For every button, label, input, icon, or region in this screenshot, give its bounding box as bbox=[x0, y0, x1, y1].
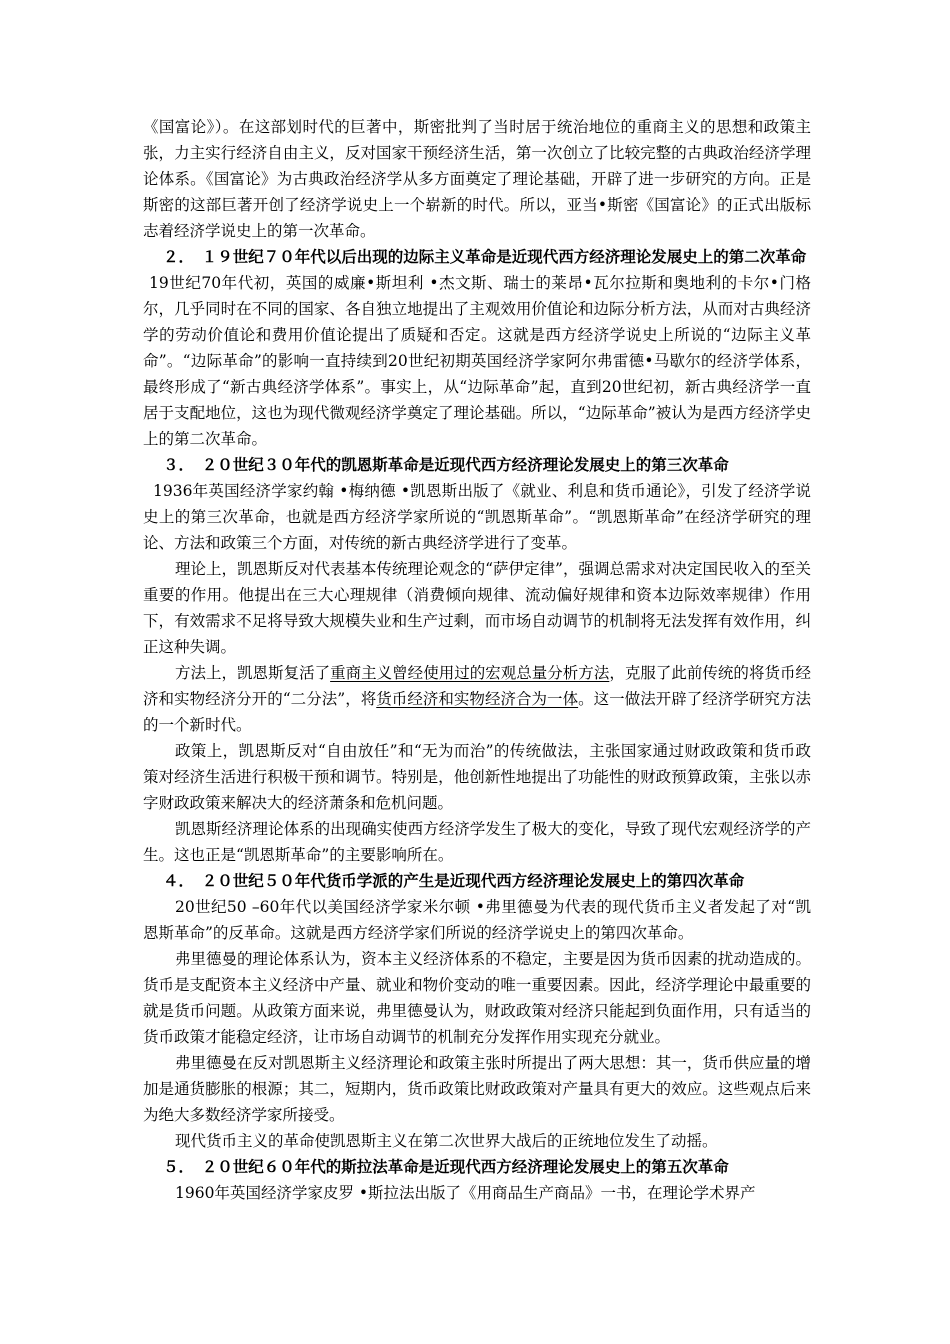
intro-paragraph: 《国富论》）。在这部划时代的巨著中，斯密批判了当时居于统治地位的重商主义的思想和政策主张，力主实行经济自由主义，反对国家干预经济生活，第一次创立了比较完整的古典政治经济学理论体系。《国富论》为古典政治经济学从多方面奠定了理论基础，开辟了进一步研究的方向。正是斯密的这部巨著开创了经济学说史上一个崭新的时代。所以，亚当•斯密《国富论》的正式出版标志着经济学说史上的第一次革命。 bbox=[143, 118, 811, 240]
underlined-phrase-monetary-real: 货币经济和实物经济合为一体 bbox=[376, 690, 579, 708]
section-3-paragraph-3 bbox=[143, 660, 811, 738]
section-5-paragraph-1: 1960年英国经济学家皮罗 •斯拉法出版了《用商品生产商品》一书，在理论学术界产 bbox=[175, 1184, 756, 1202]
section-4-paragraph-2: 弗里德曼的理论体系认为，资本主义经济体系的不稳定，主要是因为货币因素的扰动造成的。货币是支配资本主义经济中产量、就业和物价变动的唯一重要因素。因此，经济学理论中最重要的就是货币问题。从政策方面来说，弗里德曼认为，财政政策对经济只能起到负面作用，只有适当的货币政策才能稳定经济，让市场自动调节的机制充分发挥作用实现充分就业。 bbox=[143, 950, 811, 1046]
section-4-heading: ４． ２０世纪５０年代货币学派的产生是近现代西方经济理论发展史上的第四次革命 bbox=[163, 871, 745, 890]
text-run: 。这一做法开辟了经济学研究方法的一个新时代。 bbox=[143, 690, 811, 734]
section-3-paragraph-5: 凯恩斯经济理论体系的出现确实使西方经济学发生了极大的变化，导致了现代宏观经济学的产生。这也正是“凯恩斯革命”的主要影响所在。 bbox=[143, 820, 811, 864]
section-3-paragraph-4: 政策上，凯恩斯反对“自由放任”和“无为而治”的传统做法，主张国家通过财政政策和货币政策对经济生活进行积极干预和调节。特别是，他创新性地提出了功能性的财政预算政策，主张以赤字财政政策来解决大的经济萧条和危机问题。 bbox=[143, 742, 811, 812]
section-3-paragraph-1: 1936年英国经济学家约翰 •梅纳德 •凯恩斯出版了《就业、利息和货币通论》，引发了经济学说史上的第三次革命，也就是西方经济学家所说的“凯恩斯革命”。“凯恩斯革命”在经济学研究的理论、方法和政策三个方面，对传统的新古典经济学进行了变革。 bbox=[143, 482, 811, 552]
section-4-paragraph-3: 弗里德曼在反对凯恩斯主义经济理论和政策主张时所提出了两大思想：其一，货币供应量的增加是通货膨胀的根源；其二，短期内，货币政策比财政政策对产量具有更大的效应。这些观点后来为绝大多数经济学家所接受。 bbox=[143, 1054, 811, 1124]
text-run: 方法上，凯恩斯复活了 bbox=[175, 664, 331, 682]
underlined-phrase-macro-method: 重商主义曾经使用过的宏观总量分析方法 bbox=[330, 664, 610, 682]
section-4-paragraph-1: 20世纪50 –60年代以美国经济学家米尔顿 •弗里德曼为代表的现代货币主义者发起了对“凯恩斯革命”的反革命。这就是西方经济学家们所说的经济学说史上的第四次革命。 bbox=[143, 898, 811, 942]
text-run: ，克服了此前传统的将货币经济和实物经济分开的“二分法”，将 bbox=[143, 664, 811, 708]
document-body bbox=[143, 114, 811, 1206]
section-3-heading: ３． ２０世纪３０年代的凯恩斯革命是近现代西方经济理论发展史上的第三次革命 bbox=[163, 455, 729, 474]
section-2-paragraph: 19世纪70年代初，英国的威廉•斯坦利 •杰文斯、瑞士的莱昂•瓦尔拉斯和奥地利的卡尔•门格尔，几乎同时在不同的国家、各自独立地提出了主观效用价值论和边际分析方法，从而对古典经济学的劳动价值论和费用价值论提出了质疑和否定。这就是西方经济学说史上所说的“边际主义革命”。“边际革命”的影响一直持续到20世纪初期英国经济学家阿尔弗雷德•马歇尔的经济学体系，最终形成了“新古典经济学体系”。事实上，从“边际革命”起，直到20世纪初，新古典经济学一直居于支配地位，这也为现代微观经济学奠定了理论基础。所以，“边际革命”被认为是西方经济学史上的第二次革命。 bbox=[143, 274, 811, 448]
section-4-paragraph-4: 现代货币主义的革命使凯恩斯主义在第二次世界大战后的正统地位发生了动摇。 bbox=[175, 1132, 718, 1150]
section-3-paragraph-2: 理论上，凯恩斯反对代表基本传统理论观念的“萨伊定律”，强调总需求对决定国民收入的至关重要的作用。他提出在三大心理规律（消费倾向规律、流动偏好规律和资本边际效率规律）作用下，有效需求不足将导致大规模失业和生产过剩，而市场自动调节的机制将无法发挥有效作用，纠正这种失调。 bbox=[143, 560, 811, 656]
section-5-heading: ５． ２０世纪６０年代的斯拉法革命是近现代西方经济理论发展史上的第五次革命 bbox=[163, 1157, 729, 1176]
section-2-heading: ２． １９世纪７０年代以后出现的边际主义革命是近现代西方经济理论发展史上的第二次革命 bbox=[163, 247, 807, 266]
